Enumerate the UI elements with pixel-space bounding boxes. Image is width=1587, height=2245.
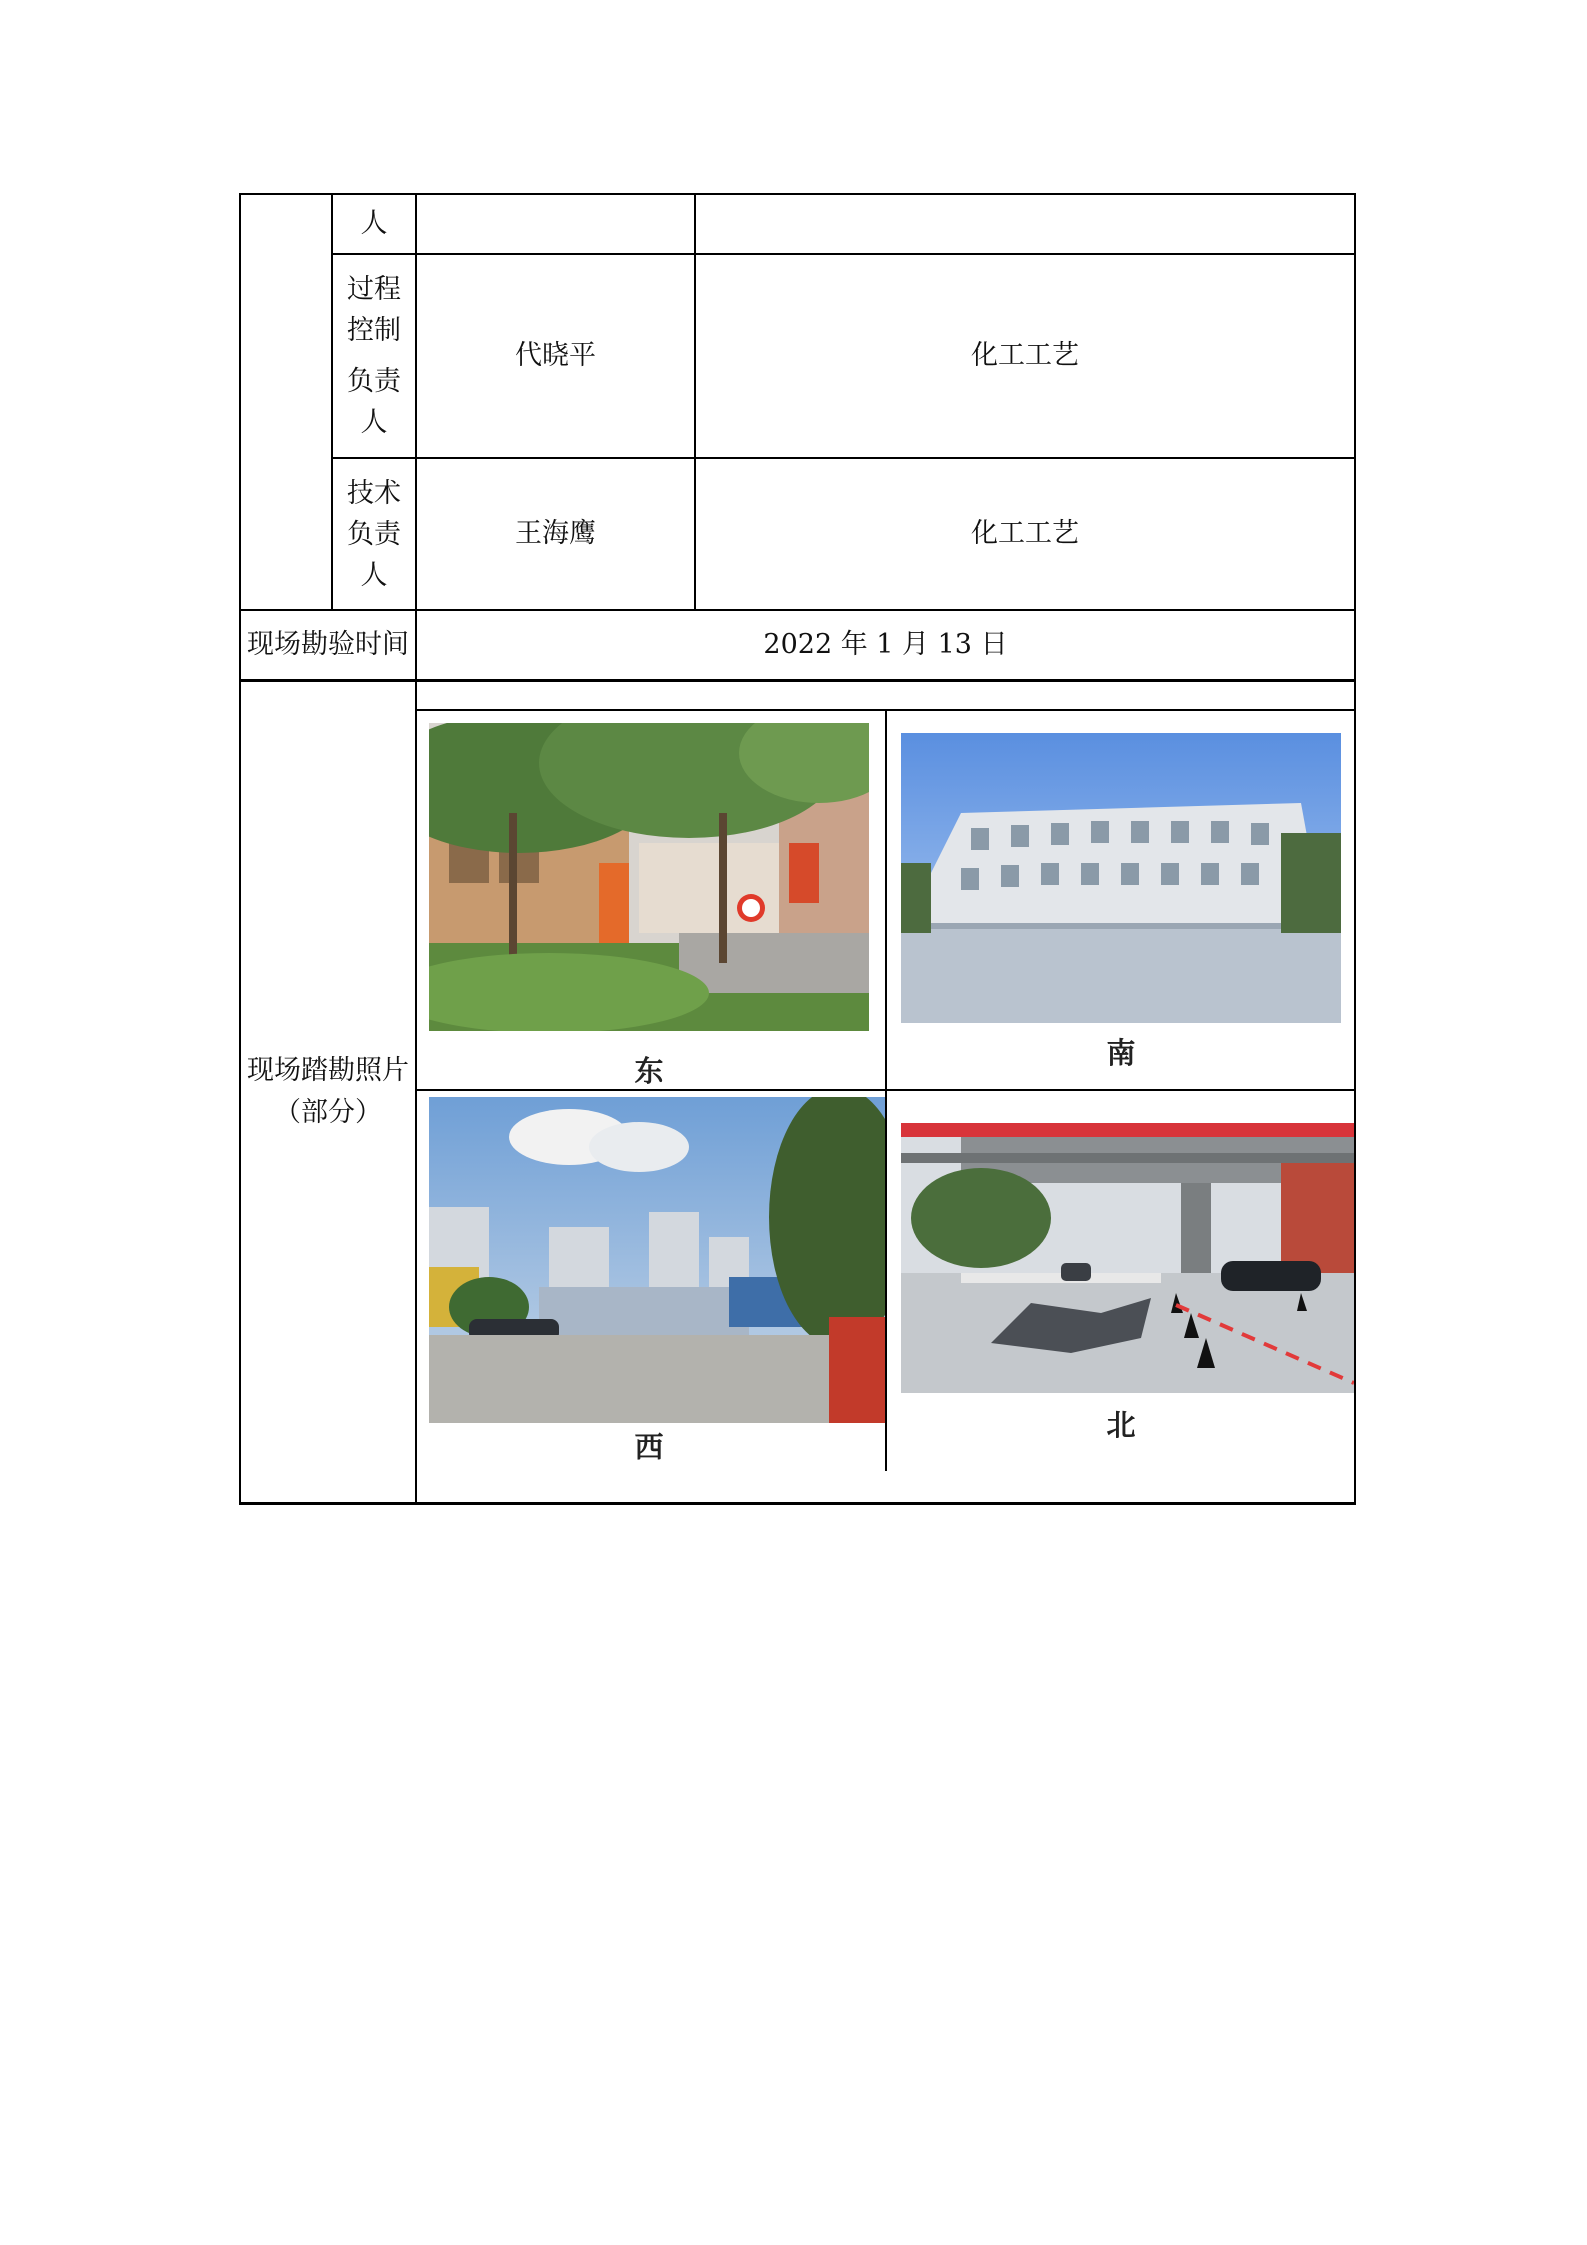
time-value-cell bbox=[417, 611, 1354, 679]
time-value: 2022 年 1 月 13 日 bbox=[763, 629, 1008, 660]
photo-south bbox=[901, 733, 1341, 1023]
table-border-bottom bbox=[239, 1502, 1356, 1505]
photo-west bbox=[429, 1097, 885, 1423]
process-name-cell bbox=[417, 255, 694, 457]
name-cell-top bbox=[417, 195, 694, 253]
caption-north: 北 bbox=[1106, 1408, 1136, 1442]
photo-grid-mid-h bbox=[417, 1089, 1354, 1091]
photo-east bbox=[429, 723, 869, 1031]
tech-name-cell bbox=[417, 459, 694, 609]
process-major-cell bbox=[696, 255, 1354, 457]
time-label-cell bbox=[241, 611, 415, 679]
process-label: 过程 控制 负责 人 bbox=[347, 274, 401, 438]
major-cell-top bbox=[696, 195, 1354, 253]
tech-label-cell bbox=[333, 459, 415, 609]
photo-west-image bbox=[429, 1097, 885, 1423]
survey-table bbox=[239, 193, 1356, 1505]
tech-major-cell bbox=[696, 459, 1354, 609]
process-major: 化工工艺 bbox=[971, 340, 1079, 371]
photos-label: 现场踏勘照片 （部分） bbox=[247, 1055, 409, 1128]
time-label: 现场勘验时间 bbox=[247, 629, 409, 660]
caption-east: 东 bbox=[634, 1054, 664, 1088]
caption-south: 南 bbox=[1106, 1036, 1136, 1070]
photo-east-image bbox=[429, 723, 869, 1031]
sub-label-person: 人 bbox=[360, 208, 388, 239]
sub-label-cell bbox=[333, 195, 415, 253]
photo-north bbox=[901, 1123, 1354, 1393]
process-label-cell bbox=[333, 255, 415, 457]
process-name: 代晓平 bbox=[515, 340, 596, 371]
tech-major: 化工工艺 bbox=[971, 518, 1079, 549]
photos-label-cell bbox=[241, 682, 415, 1502]
tech-name: 王海鹰 bbox=[515, 518, 596, 549]
photo-north-image bbox=[901, 1123, 1354, 1393]
photo-south-image bbox=[901, 733, 1341, 1023]
table-border-right bbox=[1354, 193, 1356, 1505]
tech-label: 技术 负责 人 bbox=[347, 477, 401, 591]
caption-west: 西 bbox=[634, 1430, 664, 1464]
